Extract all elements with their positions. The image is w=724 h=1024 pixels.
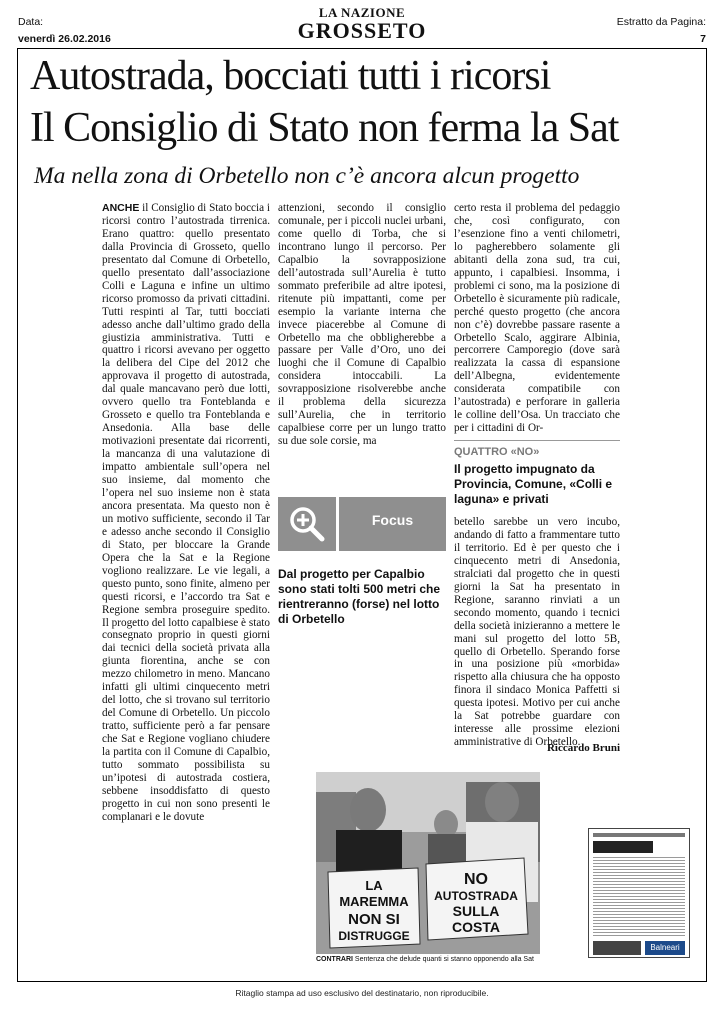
headline-line-1: Autostrada, bocciati tutti i ricorsi [30,53,551,99]
column-1-text: il Consiglio di Stato boccia i ricorsi contro l’autostrada tirrenica. Erano quattro: quello presentato dalla Provincia di Grosseto, quello presentato dal Comune di Orbetello, quello presentato dall’associazione Colli e Laguna e infine un ultimo ricorso promosso da privati cittadini. Tutti respinti al Tar, tutti bocciati adesso anche dall’ultimo grado della giustizia amministrativa. Tutti e quattro i ricorsi avevano per oggetto la delibera del Cipe del 2012 che approvava il progetto di autostrada, dal quale mancavano però due lotti, ovvero quello tra Fonteblanda e Grosseto e quello tra Fonteblanda e Ansedonia. Alla base delle motivazioni presentate dai ricorrenti, la mancanza di una valutazione di impatto ambientale sull’opera nel suo insieme, dal momento che l’opera nel suo insieme non è stata ancora presentata. Ma questo non è un motivo sufficiente, secondo il Tar e adesso anche secondo il Consiglio di Stato, per bloccare la Grande Opera che la Sat e la Regione vogliono realizzare. Le vie legali, a questo punto, sono finite, almeno per questi ricorsi, e l’accordo tra Sat e Regione sembra proseguire spedito. Il progetto del lotto capalbiese è stato consegnato proprio in questi giorni dai tecnici della società privata alla giunta fiorentina, anche se con mezzo chilometro in meno. Mancano infatti gli ultimi cinquecento metri del lotto, che si trovano sul territorio del Comune di Orbetello. Un piccolo tratto, sufficiente però a far pensare che Sat e Regione vogliano chiudere la partita con il Comune di Capalbio, tutto sommato possibilista su un’ipotesi di autostrada costiera, sebbene insoddisfatto di questo progetto in cui non sono presenti le complanari e le dovute [102,202,271,823]
page-block [617,14,706,48]
masthead [0,6,724,42]
article-column-3: certo resta il problema del pedaggio che, così configurato, con l’esenzione fino a venti chilometri, lo pagherebbero solamente gli abitanti della zona sud, tra cui, appunto, i capalbiesi. Insomma, i problemi ci sono, ma la posizione di Orbetello è sicuramente più radicale, perché questo progetto (che ancora non c’è) dovrebbe passare rasente a Orbetello Scalo, aggirare Albinia, percorrere Camporegio (dove sarà realizzata la cassa di espansione dell’Albegna, evidentemente considerata compatibile con l’autostrada) e perforare in galleria le colline dell’Osa. Un tracciato che per i cittadini di Or- [454,202,620,435]
article-column-4: betello sarebbe un vero incubo, andando di fatto a frammentare tutto il territorio. Ed è per questo che i cinquecento metri di Ansedonia, stralciati dal progetto che in questi giorni la Sat ha presentato in Regione, saranno rinviati a un secondo momento, quando i tecnici della società inizieranno a mettere le mani sul progetto del lotto 5B, quello di Orbetello. Sperando forse in una posizione più «morbida» rispetto alla chiusura che ha opposto finora il sindaco Monica Paffetti si questa ipotesi. Motivo per cui anche la Sat potrebbe guardare con interesse alle prossime elezioni amministrative di Orbetello. [454,516,620,749]
sign-left-line-4: DISTRUGGE [338,929,410,943]
thumbnail-badge: Balneari [645,941,685,955]
byline: Riccardo Bruni [546,742,620,754]
photo-caption-label: CONTRARI [316,956,353,963]
sign-right-line-1: NO [464,871,488,888]
page-thumbnail [588,828,690,958]
article-column-2: attenzioni, secondo il consiglio comunale, per i piccoli nuclei urbani, come quello di Torba, che si incontrano lungo il percorso. Per Capalbio la sovrapposizione dell’autostrada sull’Aurelia è tutto sommato preferibile ad altre ipotesi, ritenute più impattanti, come per esempio la variante interna che invece piacerebbe al Comune di Orbetello ma che obbligherebbe a passare per Valle d’Oro, uno dei luoghi che il Comune di Capalbio considera intoccabili. La sovrapposizione risolverebbe anche il problema della sicurezza sull’Aurelia, che in territorio capalbiese corre per un lungo tratto su due sole corsie, ma [278,202,446,448]
focus-box [278,497,446,551]
sidebar-kicker: QUATTRO «NO» [454,446,540,458]
page-label: Estratto da Pagina: [616,16,706,28]
date-label: Data: [18,16,44,28]
sidebar-box [454,440,620,507]
focus-caption: Dal progetto per Capalbio sono stati tolti 500 metri che rientreranno (forse) nel lotto di Orbetello [278,567,441,626]
sign-right-line-2: AUTOSTRADA [434,889,518,903]
sign-right-line-4: COSTA [452,919,500,935]
sidebar-title: Il progetto impugnato da Provincia, Comune, «Colli e laguna» e privati [454,462,613,506]
page-number: 7 [700,33,706,45]
lead-word: ANCHE [102,202,140,214]
photo-caption-text: Sentenza che delude quanti si stanno opponendo alla Sat [354,956,534,963]
paper-name: LA NAZIONE [318,5,406,20]
zoom-in-icon [278,497,336,551]
photo-caption [316,955,576,964]
focus-label: Focus [339,497,446,551]
edition-name: GROSSETO [297,18,427,43]
date-value: venerdì 26.02.2016 [18,33,111,45]
sign-left-line-3: NON SI [348,911,400,928]
subheadline: Ma nella zona di Orbetello non c’è ancora alcun progetto [34,163,580,189]
sign-left-line-2: MAREMMA [339,894,409,909]
headline-line-2: Il Consiglio di Stato non ferma la Sat [30,105,619,151]
sign-right-line-3: SULLA [452,903,500,919]
article-column-1 [102,202,270,850]
footer-note: Ritaglio stampa ad uso esclusivo del destinatario, non riproducibile. [235,988,489,998]
protest-photo [316,772,540,954]
sign-left-line-1: LA [365,878,383,893]
